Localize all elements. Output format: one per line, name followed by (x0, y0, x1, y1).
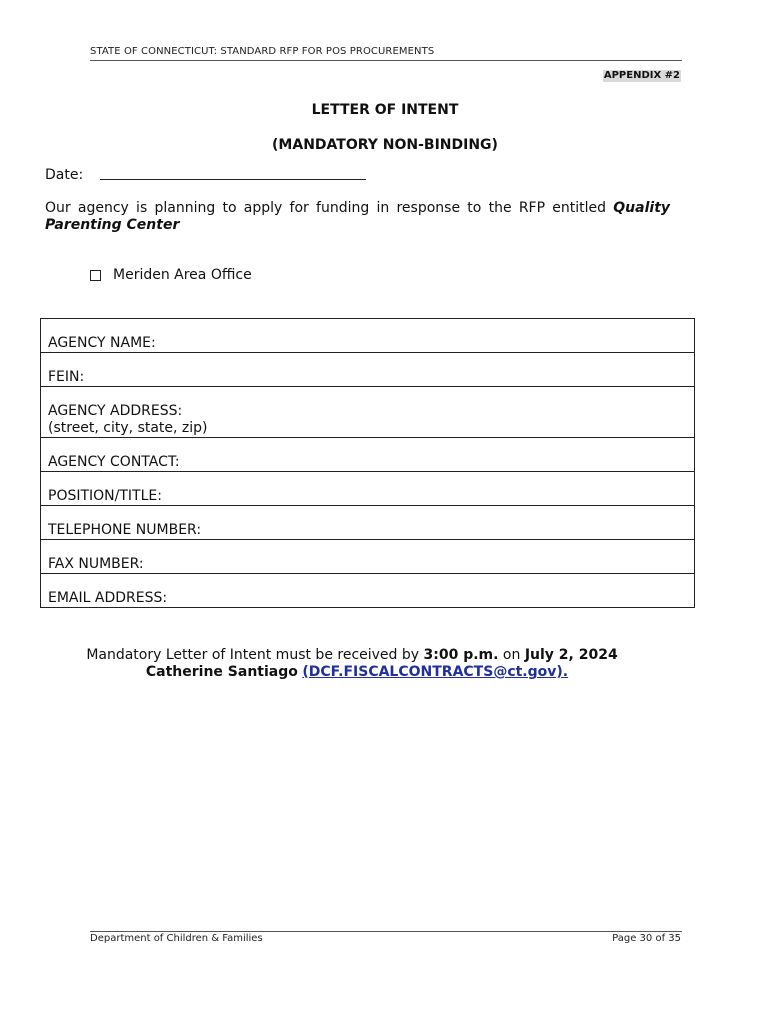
agency-address-sublabel: (street, city, state, zip) (48, 420, 208, 436)
appendix-label: APPENDIX #2 (603, 70, 680, 81)
document-subtitle: (MANDATORY NON-BINDING) (272, 137, 498, 153)
contact-email-link[interactable]: (DCF.FISCALCONTRACTS@ct.gov). (302, 664, 569, 680)
agency-address-row[interactable] (41, 387, 694, 438)
agency-address-label: AGENCY ADDRESS: (48, 403, 183, 419)
fax-label: FAX NUMBER: (48, 556, 144, 572)
agency-info-table (40, 318, 695, 608)
document-title: LETTER OF INTENT (311, 102, 459, 118)
agency-contact-label: AGENCY CONTACT: (48, 454, 180, 470)
footer-rule (90, 931, 682, 932)
rfp-title: Quality Parenting Center (45, 200, 671, 233)
contact-name: Catherine Santiago (145, 664, 298, 680)
deadline-prefix: Mandatory Letter of Intent must be received by (86, 647, 420, 663)
fax-row[interactable] (41, 540, 694, 574)
contact-line (0, 664, 714, 680)
agency-contact-row[interactable] (41, 438, 694, 472)
fein-label: FEIN: (48, 369, 85, 385)
deadline-time: 3:00 p.m. (423, 647, 499, 663)
office-label: Meriden Area Office (113, 267, 252, 283)
position-title-label: POSITION/TITLE: (48, 488, 162, 504)
fein-row[interactable] (41, 353, 694, 387)
email-row[interactable] (41, 574, 694, 607)
deadline-connector: on (502, 647, 521, 663)
deadline-date: July 2, 2024 (524, 647, 618, 663)
footer-department: Department of Children & Families (90, 933, 263, 944)
email-label: EMAIL ADDRESS: (48, 590, 168, 606)
agency-name-row[interactable] (41, 319, 694, 353)
telephone-label: TELEPHONE NUMBER: (48, 522, 202, 538)
deadline-notice (0, 647, 704, 663)
position-title-row[interactable] (41, 472, 694, 506)
intent-text: Our agency is planning to apply for funding in response to the RFP entitled (45, 200, 607, 216)
agency-name-label: AGENCY NAME: (48, 335, 156, 351)
footer-page-number: Page 30 of 35 (612, 933, 681, 944)
telephone-row[interactable] (41, 506, 694, 540)
header-rule (90, 60, 682, 61)
running-header: STATE OF CONNECTICUT: STANDARD RFP FOR POS PROCUREMENTS (90, 46, 435, 57)
date-label: Date: (45, 167, 84, 183)
office-checkbox[interactable] (90, 270, 101, 281)
date-field[interactable] (100, 179, 366, 180)
intent-statement (45, 200, 670, 234)
office-option[interactable] (90, 267, 252, 283)
